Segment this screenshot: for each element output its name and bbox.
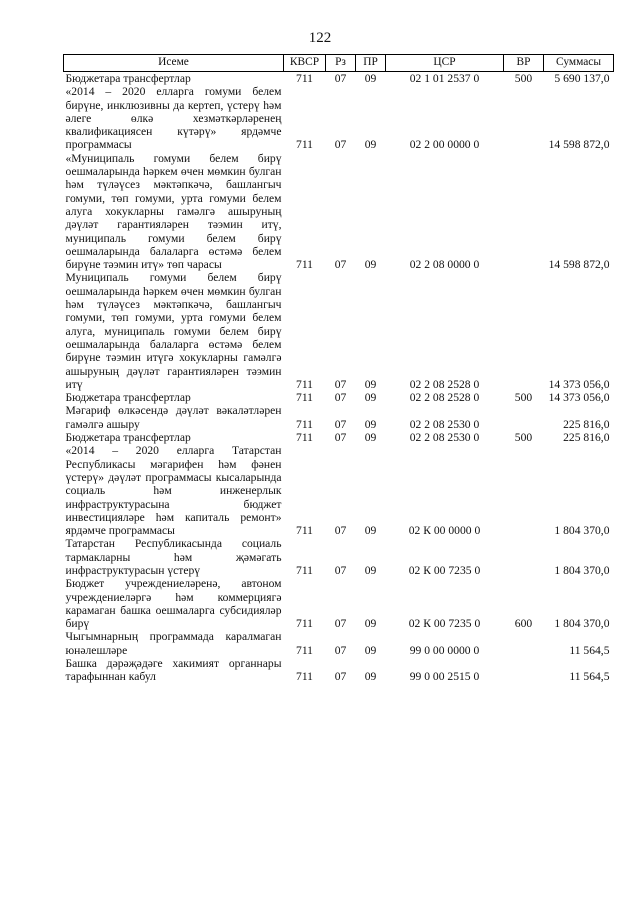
row-sum: 1 804 370,0 [554,617,610,631]
page-number: 122 [308,30,332,46]
row-pr: 09 [364,643,377,657]
table-row [64,657,614,684]
row-pr: 09 [364,617,377,631]
row-sum: 225 816,0 [563,431,610,445]
row-rz: 07 [334,417,347,431]
header-pr: ПР [356,55,386,72]
row-csr: 02 К 00 0000 0 [408,524,481,538]
row-vr: 600 [514,617,533,631]
row-csr: 02 2 08 0000 0 [409,258,480,272]
row-vr [504,657,544,684]
row-csr: 02 К 00 7235 0 [408,617,481,631]
row-csr: 02 2 08 2530 0 [409,431,480,445]
table-row [64,391,614,404]
row-name: Чыгымнарның программада каралмаган юнәлешләре [65,630,282,657]
row-rz: 07 [334,524,347,538]
row-sum: 225 816,0 [563,417,610,431]
row-csr: 99 0 00 0000 0 [409,643,480,657]
row-pr: 09 [364,524,377,538]
table-row [64,577,614,630]
row-kvsr: 711 [296,391,313,405]
row-rz: 07 [334,431,347,445]
row-rz: 07 [334,72,347,85]
row-name: «2014 – 2020 елларга Татарстан Республикасы мәгарифен һәм фәнен үстерү» дәүләт программасы кысаларында социаль һәм инженерлык инфраструктурасына бюджет инвестицияләре һәм капиталь ремонт» ярдәмче программасы [65,444,282,538]
row-name: Бюджетара трансфертлар [65,72,191,85]
row-rz: 07 [334,563,347,577]
row-name: Татарстан Республикасында социаль тармакларны һәм җәмәгать инфраструктурасын үстерү [65,537,282,577]
row-rz: 07 [334,643,347,657]
header-rz: Рз [326,55,356,72]
row-sum: 14 373 056,0 [548,391,610,405]
row-csr: 99 0 00 2515 0 [409,670,480,684]
table-row [64,537,614,577]
budget-table [63,54,614,684]
row-csr: 02 2 00 0000 0 [409,138,480,152]
header-sum: Суммасы [544,55,614,72]
header-csr: ЦСР [386,55,504,72]
row-sum: 5 690 137,0 [554,72,610,85]
row-sum: 1 804 370,0 [554,524,610,538]
row-rz: 07 [334,138,347,152]
row-rz: 07 [334,377,347,391]
table-header-row [64,55,614,72]
row-vr [504,152,544,272]
row-csr: 02 2 08 2528 0 [409,377,480,391]
row-sum: 14 598 872,0 [548,138,610,152]
row-name: Бюджет учреждениеләренә, автоном учреждениеләргә һәм коммерциягә карамаган башка оешмаларга субсидияләр бирү [65,577,282,631]
table-row [64,431,614,444]
row-kvsr: 711 [296,563,313,577]
table-row [64,444,614,537]
table-row [64,404,614,431]
row-rz: 07 [334,617,347,631]
row-rz: 07 [334,670,347,684]
row-kvsr: 711 [296,377,313,391]
row-sum: 14 598 872,0 [548,258,610,272]
row-name: Муниципаль гомуми белем бирү оешмаларында һәркем өчен мөмкин булган һәм түләүсез мәктәпкәчә, башлангыч гомуми, төп гомуми, урта гомуми белем алуга, муниципаль гомуми белем бирү оешмаларында балаларга өстәмә белем бирүне тәэмин итүгә хокукларны гамәлгә ашыруның дәүләт гарантияләрен тәэмин итү [65,271,282,391]
row-rz: 07 [334,391,347,405]
table-row [64,72,614,86]
row-vr: 500 [514,72,533,85]
row-sum: 1 804 370,0 [554,563,610,577]
row-pr: 09 [364,670,377,684]
row-name: «Муниципаль гомуми белем бирү оешмаларында һәркем өчен мөмкин булган һәм түләүсез мәктәпкәчә, башлангыч гомуми, төп гомуми, урта гомуми белем алуга хокукларны гамәлгә ашыруның дәүләт гарантияләрен тәэмин итү, муниципаль гомуми белем бирү оешмаларында балаларга өстәмә белем бирүне тәэмин итү» төп чарасы [65,151,282,272]
row-kvsr: 711 [296,258,313,272]
row-pr: 09 [364,138,377,152]
row-name: «2014 – 2020 елларга гомуми белем бирүне, инклюзивны да кертеп, үстерү һәм әлеге өлкә хезмәткәрләренең квалификациясен күтәрү» ярдәмче программасы [65,85,282,152]
row-name: Мәгариф өлкәсендә дәүләт вәкаләтләрен гамәлгә ашыру [65,404,282,431]
row-pr: 09 [364,391,377,405]
row-vr [504,630,544,657]
row-csr: 02 2 08 2528 0 [409,391,480,405]
row-vr [504,444,544,537]
row-vr: 500 [514,431,533,445]
row-pr: 09 [364,377,377,391]
row-vr [504,404,544,431]
row-vr [504,537,544,577]
row-sum: 11 564,5 [569,670,610,684]
row-pr: 09 [364,72,377,85]
row-vr: 500 [514,391,533,405]
row-sum: 14 373 056,0 [548,377,610,391]
row-kvsr: 711 [296,138,313,152]
row-pr: 09 [364,431,377,445]
row-csr: 02 2 08 2530 0 [409,417,480,431]
row-name: Бюджетара трансфертлар [65,431,191,445]
row-kvsr: 711 [296,617,313,631]
row-kvsr: 711 [296,417,313,431]
table-row [64,630,614,657]
table-row [64,85,614,151]
row-kvsr: 711 [296,72,313,85]
row-pr: 09 [364,258,377,272]
row-vr [504,85,544,151]
row-kvsr: 711 [296,643,313,657]
row-kvsr: 711 [296,524,313,538]
row-csr: 02 К 00 7235 0 [408,563,481,577]
table-row [64,271,614,391]
row-kvsr: 711 [296,670,313,684]
row-csr: 02 1 01 2537 0 [409,72,480,85]
row-name: Бюджетара трансфертлар [65,391,191,405]
header-kvsr: КВСР [284,55,326,72]
row-name: Башка дәрәҗәдәге хакимият органнары тарафыннан кабул [65,657,282,684]
row-rz: 07 [334,258,347,272]
header-name: Исеме [64,55,284,72]
header-vr: ВР [504,55,544,72]
row-vr [504,271,544,391]
row-sum: 11 564,5 [569,643,610,657]
row-kvsr: 711 [296,431,313,445]
row-pr: 09 [364,417,377,431]
row-pr: 09 [364,563,377,577]
table-row [64,152,614,272]
